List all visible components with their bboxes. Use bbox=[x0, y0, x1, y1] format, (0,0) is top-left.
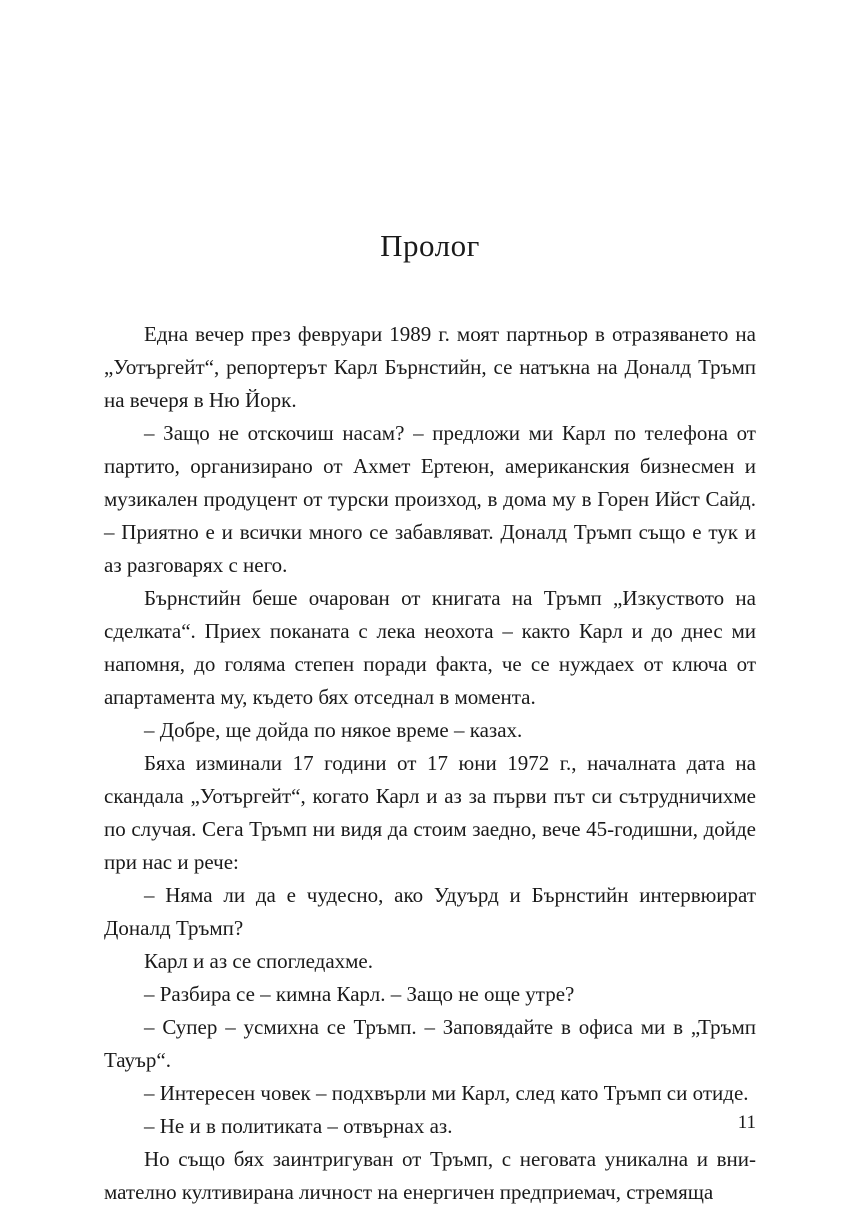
paragraph: – Защо не отскочиш насам? – предложи ми Карл по телефона от партито, организирано от Ахмет Ертеюн, американския бизнесмен и музикален продуцент от турски произход, в дома му в Горен Ийст Сайд. – Приятно е и всички много се забавляват. Доналд Тръмп също е тук и аз разговарях с него. bbox=[104, 421, 756, 577]
paragraph: Бърнстийн беше очарован от книгата на Тръмп „Изкуството на сделката“. Приех поканата с лека неохота – както Карл и до днес ми напомня, до голяма степен поради факта, че се нуждаех от ключа от апартамента му, където бях отседнал в момента. bbox=[104, 586, 756, 709]
paragraph: – Интересен човек – подхвърли ми Карл, след като Тръмп си отиде. bbox=[144, 1081, 749, 1105]
paragraph: Но също бях заинтригуван от Тръмп, с неговата уникална и внимателно култивирана личност на енергичен предприемач, стремяща bbox=[104, 1147, 756, 1204]
page-number: 11 bbox=[737, 1112, 756, 1133]
paragraph: – Добре, ще дойда по някое време – казах. bbox=[144, 718, 523, 742]
paragraph: Карл и аз се спогледахме. bbox=[144, 949, 374, 973]
body-text bbox=[104, 318, 756, 1209]
paragraph: – Няма ли да е чудесно, ако Удуърд и Бърнстийн интервюират Доналд Тръмп? bbox=[104, 883, 756, 940]
paragraph: – Разбира се – кимна Карл. – Защо не още утре? bbox=[144, 982, 575, 1006]
paragraph: Една вечер през февруари 1989 г. моят партньор в отразяването на „Уотъргейт“, репортерът Карл Бърнстийн, се натъкна на Доналд Тръмп на вечеря в Ню Йорк. bbox=[104, 322, 756, 412]
paragraph: – Не и в политиката – отвърнах аз. bbox=[144, 1114, 453, 1138]
paragraph: Бяха изминали 17 години от 17 юни 1972 г., началната дата на скандала „Уотъргейт“, когато Карл и аз за първи път си сътрудничихме по случая. Сега Тръмп ни видя да стоим заедно, вече 45-годишни, дойде при нас и рече: bbox=[104, 751, 756, 874]
paragraph: – Супер – усмихна се Тръмп. – Заповядайте в офиса ми в „Тръмп Тауър“. bbox=[104, 1015, 756, 1072]
chapter-title: Пролог bbox=[380, 228, 480, 263]
